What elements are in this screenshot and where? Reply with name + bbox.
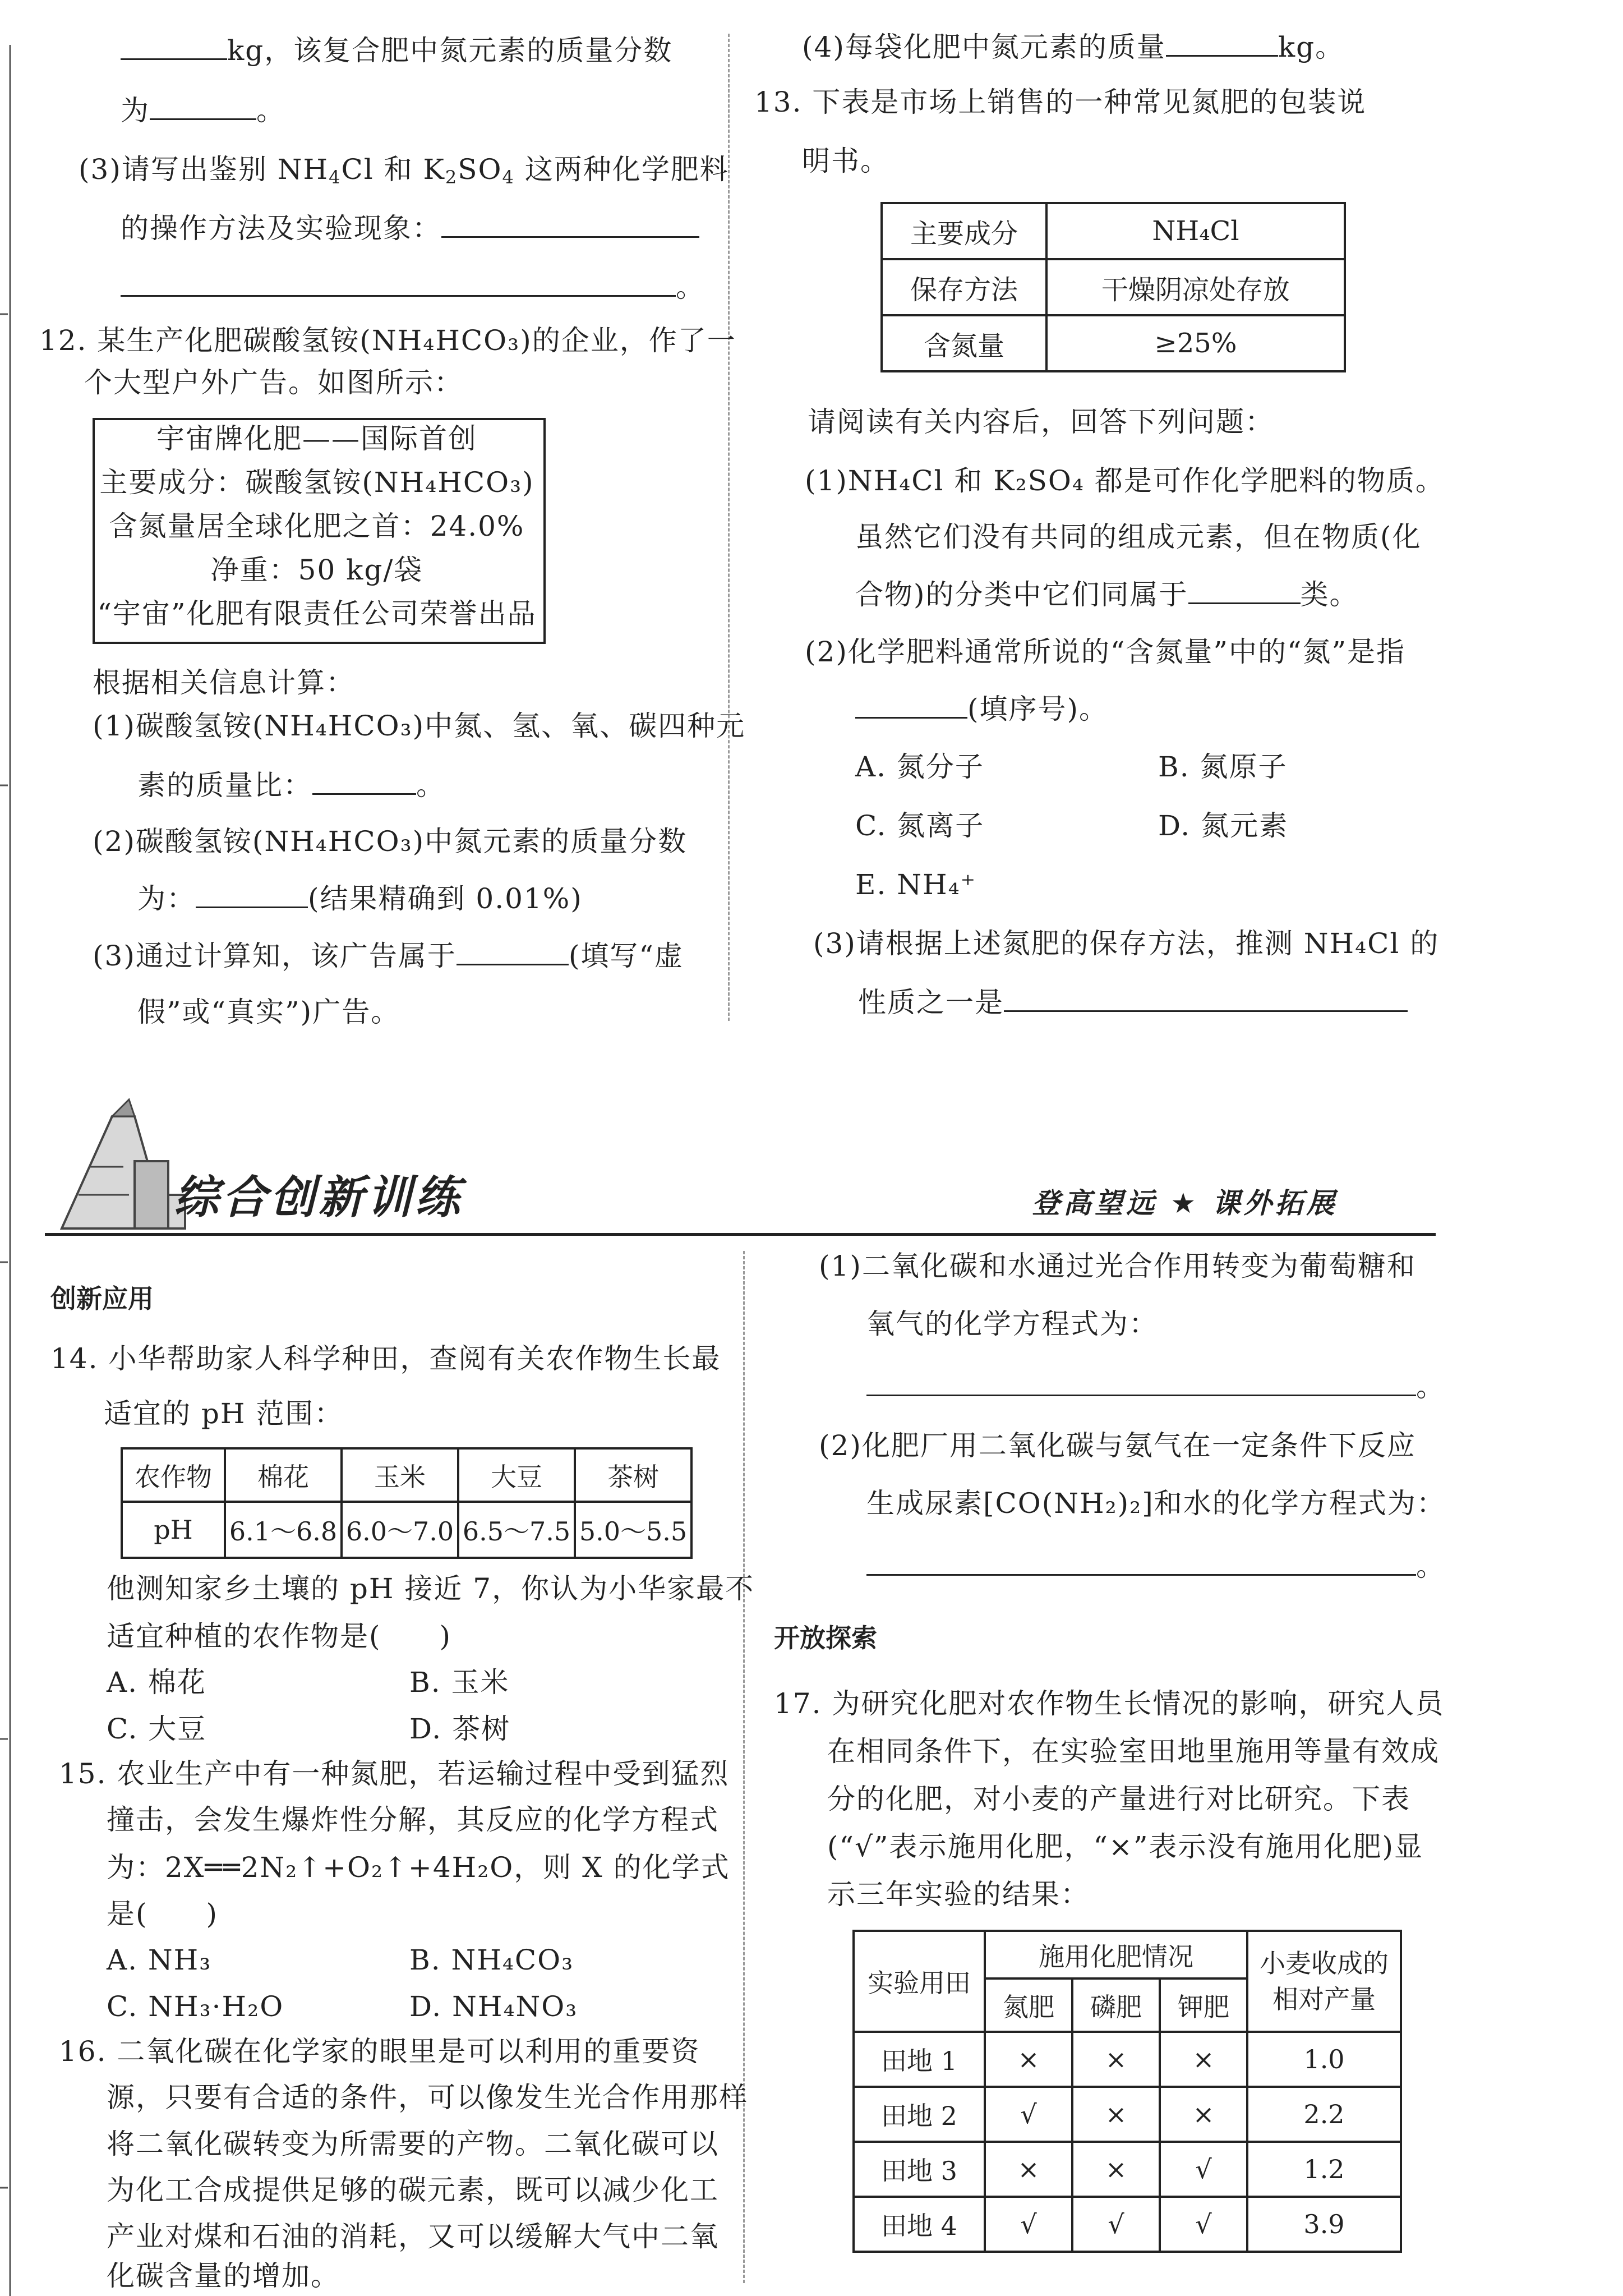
table-subheader: 氮肥	[985, 1978, 1072, 2032]
q15-line4: 是( )	[107, 1898, 219, 1930]
table-header-yield	[1247, 1931, 1401, 2032]
q16-2-line1: (2)化肥厂用二氧化碳与氨气在一定条件下反应	[819, 1429, 1416, 1462]
q15-option: B. NH₄CO₃	[409, 1944, 574, 1976]
q12-1-line2: 素的质量比： 。	[137, 769, 445, 802]
q13-option: E. NH₄⁺	[855, 868, 977, 901]
table-cell: √	[1160, 2142, 1247, 2197]
q12-3-line2: 假”或“真实”)广告。	[137, 996, 400, 1028]
q14-table	[121, 1447, 693, 1559]
table-cell: 6.0～7.0	[342, 1502, 458, 1558]
q13-option: D. 氮元素	[1158, 809, 1289, 842]
answer-blank	[866, 1370, 1416, 1396]
q11-3-line2: 的操作方法及实验现象：	[121, 210, 699, 246]
table-cell: 3.9	[1247, 2197, 1401, 2252]
table-cell: 干燥阴凉处存放	[1046, 259, 1345, 315]
ad-line: 宇宙牌化肥——国际首创	[156, 422, 477, 455]
section-banner-graphic	[45, 1094, 191, 1240]
table-cell: 田地 4	[854, 2197, 985, 2252]
section-rule	[45, 1233, 1436, 1236]
q14-line4: 适宜种植的农作物是( )	[107, 1620, 452, 1653]
table-cell: ×	[1072, 2087, 1160, 2142]
table-cell: 6.5～7.5	[458, 1502, 575, 1558]
q16-2-line3: 。	[866, 1548, 1445, 1584]
q16-line: 将二氧化碳转变为所需要的产物。二氧化碳可以	[107, 2128, 719, 2160]
table-cell: 1.0	[1247, 2032, 1401, 2087]
binding-edge	[0, 0, 17, 2296]
q14-line3: 他测知家乡土壤的 pH 接近 7，你认为小华家最不	[107, 1572, 755, 1605]
subheading-open-explore: 开放探索	[774, 1623, 877, 1653]
q16-line: 16. 二氧化碳在化学家的眼里是可以利用的重要资	[59, 2035, 700, 2068]
table-cell: √	[1072, 2197, 1160, 2252]
table-cell: ≥25%	[1046, 315, 1345, 371]
q13-option: C. 氮离子	[855, 809, 985, 842]
q13-read: 请阅读有关内容后，回答下列问题：	[808, 406, 1274, 438]
table-cell: √	[1160, 2197, 1247, 2252]
q12-2-line1: (2)碳酸氢铵(NH₄HCO₃)中氮元素的质量分数	[93, 825, 688, 858]
table-cell: √	[985, 2087, 1072, 2142]
q15-option: A. NH₃	[107, 1944, 212, 1976]
q15-option: D. NH₄NO₃	[409, 1990, 578, 2023]
q14-option: C. 大豆	[107, 1713, 207, 1745]
q15-option: C. NH₃·H₂O	[107, 1990, 284, 2023]
table-cell: pH	[122, 1502, 225, 1558]
table-header-fertilizer: 施用化肥情况	[985, 1931, 1247, 1978]
table-cell: 农作物	[122, 1448, 225, 1502]
table-cell: ×	[985, 2032, 1072, 2087]
table-cell: 含氮量	[882, 315, 1046, 371]
q14-line1: 14. 小华帮助家人科学种田，查阅有关农作物生长最	[50, 1342, 721, 1375]
q16-line: 为化工合成提供足够的碳元素，既可以减少化工	[107, 2174, 719, 2206]
table-cell: 棉花	[225, 1448, 342, 1502]
q12-1-line1: (1)碳酸氢铵(NH₄HCO₃)中氮、氢、氧、碳四种元	[93, 710, 746, 742]
answer-blank	[312, 769, 416, 795]
q13-1-line2: 虽然它们没有共同的组成元素，但在物质(化	[855, 521, 1422, 553]
answer-blank	[1188, 578, 1301, 604]
answer-blank	[866, 1549, 1416, 1576]
table-cell: ×	[985, 2142, 1072, 2197]
q13-3-line2: 性质之一是	[858, 984, 1408, 1020]
q13-2-line1: (2)化学肥料通常所说的“含氮量”中的“氮”是指	[805, 636, 1406, 668]
q12-calc: 根据相关信息计算：	[93, 666, 355, 699]
table-subheader: 磷肥	[1072, 1978, 1160, 2032]
table-cell: NH₄Cl	[1046, 203, 1345, 259]
q15-line3: 为：2X══2N₂↑+O₂↑+4H₂O，则 X 的化学式	[107, 1851, 730, 1884]
table-cell: 主要成分	[882, 203, 1046, 259]
q13-option: B. 氮原子	[1158, 751, 1288, 783]
q13-option: A. 氮分子	[855, 751, 984, 783]
q14-option: A. 棉花	[107, 1666, 206, 1699]
q13-1-line1: (1)NH₄Cl 和 K₂SO₄ 都是可作化学肥料的物质。	[805, 464, 1445, 497]
answer-blank	[855, 692, 967, 719]
q16-line: 源，只要有合适的条件，可以像发生光合作用那样	[107, 2081, 748, 2114]
table-cell: 1.2	[1247, 2142, 1401, 2197]
table-cell: ×	[1160, 2032, 1247, 2087]
answer-blank	[1004, 986, 1408, 1012]
q13-2-line2: (填序号)。	[855, 691, 1108, 727]
q13-line1: 13. 下表是市场上销售的一种常见氮肥的包装说	[754, 86, 1367, 118]
q17-line: (“√”表示施用化肥，“×”表示没有施用化肥)显	[827, 1830, 1424, 1863]
q12-3-line1: (3)通过计算知，该广告属于 (填写“虚	[93, 940, 684, 972]
table-cell: 6.1～6.8	[225, 1502, 342, 1558]
answer-blank	[457, 939, 569, 965]
q13-table	[880, 202, 1346, 372]
q17-line: 示三年实验的结果：	[827, 1878, 1090, 1911]
q13-3-line1: (3)请根据上述氮肥的保存方法，推测 NH₄Cl 的	[813, 927, 1440, 960]
yield-header-line: 相对产量	[1272, 1984, 1376, 2014]
table-cell: ×	[1160, 2087, 1247, 2142]
section-tag: 登高望远 ★ 课外拓展	[1032, 1187, 1338, 1220]
table-cell: 2.2	[1247, 2087, 1401, 2142]
table-cell: 保存方法	[882, 259, 1046, 315]
q15-line1: 15. 农业生产中有一种氮肥，若运输过程中受到猛烈	[59, 1757, 730, 1790]
answer-blank	[1166, 30, 1278, 57]
q12-2-line2: 为： (结果精确到 0.01%)	[137, 882, 583, 915]
section-title: 综合创新训练	[174, 1171, 463, 1223]
q16-1-line2: 氧气的化学方程式为：	[866, 1308, 1158, 1340]
ad-line: 净重：50 kg/袋	[210, 554, 423, 586]
q11-3-line1: (3)请写出鉴别 $NH_4Cl$ 和 $K_2SO_4$ 这两种化学肥料	[79, 153, 729, 188]
q13-1-line3: 合物)的分类中它们同属于 类。	[855, 578, 1359, 611]
q16-2-line2: 生成尿素[CO(NH₂)₂]和水的化学方程式为：	[866, 1487, 1446, 1520]
table-cell: 田地 2	[854, 2087, 985, 2142]
q13-line2: 明书。	[802, 145, 889, 177]
q17-line: 分的化肥，对小麦的产量进行对比研究。下表	[827, 1783, 1410, 1815]
ad-line: 主要成分：碳酸氢铵(NH₄HCO₃)	[99, 466, 534, 499]
answer-blank	[441, 211, 699, 238]
q12-line2: 个大型户外广告。如图所示：	[84, 366, 463, 399]
q17-table	[852, 1930, 1402, 2253]
table-cell: 玉米	[342, 1448, 458, 1502]
table-subheader: 钾肥	[1160, 1978, 1247, 2032]
table-cell: 大豆	[458, 1448, 575, 1502]
q14-option: B. 玉米	[409, 1666, 510, 1699]
q11-line1: kg，该复合肥中氮元素的质量分数	[121, 33, 672, 68]
answer-blank	[196, 882, 308, 908]
q12-4: (4)每袋化肥中氮元素的质量 kg。	[802, 31, 1345, 63]
q14-option: D. 茶树	[409, 1713, 511, 1745]
yield-header-line: 小麦收成的	[1260, 1948, 1389, 1978]
answer-blank	[150, 94, 256, 120]
q12-line1: 12. 某生产化肥碳酸氢铵(NH₄HCO₃)的企业，作了一	[39, 324, 736, 357]
table-header-field: 实验用田	[854, 1931, 985, 2032]
table-cell: 茶树	[575, 1448, 691, 1502]
table-cell: 田地 1	[854, 2032, 985, 2087]
subheading-innovation: 创新应用	[50, 1283, 154, 1314]
q14-line2: 适宜的 pH 范围：	[104, 1397, 344, 1430]
q11-line2: 为 。	[121, 94, 285, 127]
q16-line: 产业对煤和石油的消耗，又可以缓解大气中二氧	[107, 2220, 719, 2253]
q16-1-line1: (1)二氧化碳和水通过光合作用转变为葡萄糖和	[819, 1250, 1416, 1282]
ad-line: 含氮量居全球化肥之首：24.0%	[109, 510, 525, 542]
table-cell: ×	[1072, 2032, 1160, 2087]
q15-line2: 撞击，会发生爆炸性分解，其反应的化学方程式	[107, 1803, 719, 1836]
table-cell: √	[985, 2197, 1072, 2252]
table-cell: 5.0～5.5	[575, 1502, 691, 1558]
q16-line: 化碳含量的增加。	[107, 2260, 340, 2292]
table-cell: ×	[1072, 2142, 1160, 2197]
answer-blank	[121, 34, 227, 60]
ad-line: “宇宙”化肥有限责任公司荣誉出品	[97, 597, 537, 630]
q16-1-line3: 。	[866, 1369, 1445, 1405]
q17-line: 在相同条件下，在实验室田地里施用等量有效成	[827, 1735, 1440, 1768]
answer-blank	[121, 270, 676, 297]
column-divider-bottom	[743, 1251, 745, 2283]
q11-3-line3: 。	[121, 269, 705, 305]
table-cell: 田地 3	[854, 2142, 985, 2197]
q17-line: 17. 为研究化肥对农作物生长情况的影响，研究人员	[774, 1687, 1445, 1720]
